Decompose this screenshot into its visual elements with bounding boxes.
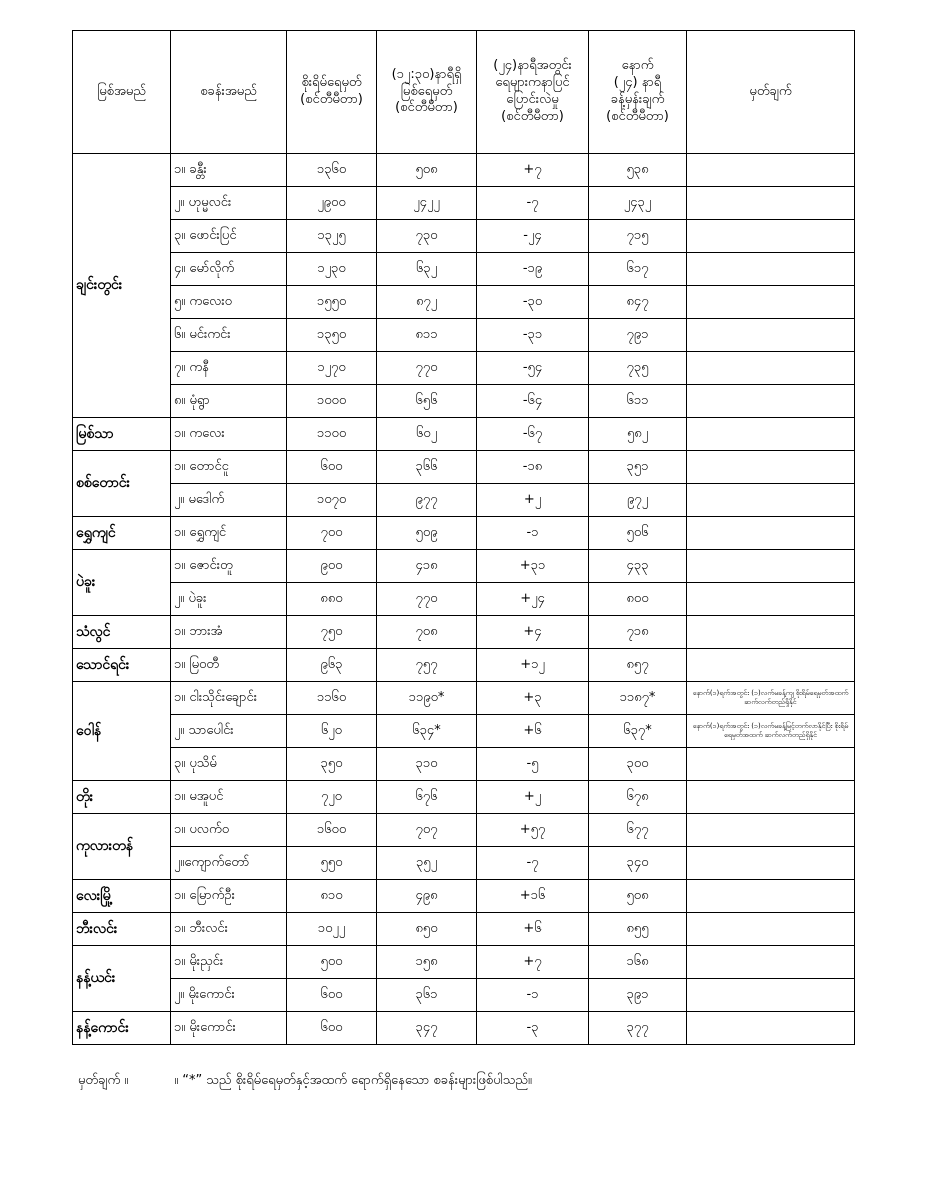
level-change: -၃၁ bbox=[477, 319, 589, 352]
forecast-level: ၄၃၃ bbox=[589, 550, 687, 583]
current-level: ၈၅၀ bbox=[377, 913, 477, 946]
station-name: ၁။ မိုးညှင်း bbox=[171, 946, 287, 979]
current-level: ၃၆၆ bbox=[377, 451, 477, 484]
remark bbox=[687, 913, 855, 946]
river-name: နန့်ယင်း bbox=[73, 946, 171, 1012]
remark bbox=[687, 550, 855, 583]
station-name: ၈။ မုံရွာ bbox=[171, 385, 287, 418]
table-row bbox=[73, 880, 855, 913]
current-level: ၃၅၂ bbox=[377, 847, 477, 880]
level-change: -၅ bbox=[477, 748, 589, 781]
danger-level: ၁၁၆၀ bbox=[287, 682, 377, 715]
level-change: -၆၄ bbox=[477, 385, 589, 418]
remark bbox=[687, 484, 855, 517]
forecast-level: ၅၀၈ bbox=[589, 880, 687, 913]
river-name: ချင်းတွင်း bbox=[73, 154, 171, 418]
danger-level: ၉၀၀ bbox=[287, 550, 377, 583]
forecast-level: ၇၉၁ bbox=[589, 319, 687, 352]
header-24h-change bbox=[477, 31, 589, 154]
level-change: +၇ bbox=[477, 154, 589, 187]
level-change: -၁၈ bbox=[477, 451, 589, 484]
remark bbox=[687, 187, 855, 220]
danger-level: ၁၀၇၀ bbox=[287, 484, 377, 517]
level-change: -၂၄ bbox=[477, 220, 589, 253]
table-row bbox=[73, 418, 855, 451]
forecast-level: ၃၀၀ bbox=[589, 748, 687, 781]
station-name: ၂။ ပဲခူး bbox=[171, 583, 287, 616]
remark bbox=[687, 286, 855, 319]
forecast-level: ၆၇၇ bbox=[589, 814, 687, 847]
table-row bbox=[73, 979, 855, 1012]
forecast-level: ၇၁၈ bbox=[589, 616, 687, 649]
header-current-level bbox=[377, 31, 477, 154]
forecast-level: ၈၅၇ bbox=[589, 649, 687, 682]
current-level: ၆၇၆ bbox=[377, 781, 477, 814]
level-change: -၇ bbox=[477, 187, 589, 220]
river-name: ဝေါန် bbox=[73, 682, 171, 781]
danger-level: ၁၅၅၀ bbox=[287, 286, 377, 319]
station-name: ၁။ မိုးကောင်း bbox=[171, 1012, 287, 1045]
forecast-level: ၂၄၃၂ bbox=[589, 187, 687, 220]
header-station-name bbox=[171, 31, 287, 154]
danger-level: ၃၅၀ bbox=[287, 748, 377, 781]
danger-level: ၁၃၅၀ bbox=[287, 319, 377, 352]
forecast-level: ၈၅၅ bbox=[589, 913, 687, 946]
forecast-level: ၈၄၇ bbox=[589, 286, 687, 319]
table-row bbox=[73, 814, 855, 847]
current-level: ၇၀၇ bbox=[377, 814, 477, 847]
current-level: ၉၇၇ bbox=[377, 484, 477, 517]
current-level: ၇၇၀ bbox=[377, 352, 477, 385]
table-row bbox=[73, 550, 855, 583]
danger-level: ၁၂၇၀ bbox=[287, 352, 377, 385]
remark bbox=[687, 880, 855, 913]
station-name: ၁။ ဘားအံ bbox=[171, 616, 287, 649]
remark bbox=[687, 814, 855, 847]
header-line: (၂၄)နာရီအတွင်း bbox=[493, 58, 572, 74]
station-name: ၂။ကျောက်တော် bbox=[171, 847, 287, 880]
table-row bbox=[73, 715, 855, 748]
current-level: ၆၅၆ bbox=[377, 385, 477, 418]
remark: နောက်(၁)ရက်အတွင်း (၁)လက်မခန့်ကျ စိုးရိမ်ရေမှတ်အထက် ဆက်လက်တည်ရှိနိုင် bbox=[687, 682, 855, 715]
header-line: (၂၄) နာရီ bbox=[613, 75, 662, 91]
level-change: +၂၄ bbox=[477, 583, 589, 616]
forecast-level: ၆၁၁ bbox=[589, 385, 687, 418]
header-line: ခန့်မှန်းချက် bbox=[610, 92, 665, 107]
header-line: မြစ်အမည် bbox=[97, 83, 146, 99]
table-row bbox=[73, 220, 855, 253]
current-level: ၁၁၉၀* bbox=[377, 682, 477, 715]
station-name: ၁။ ဘီးလင်း bbox=[171, 913, 287, 946]
current-level: ၅၀၉ bbox=[377, 517, 477, 550]
header-line: ပြောင်းလဲမှု bbox=[506, 92, 559, 107]
danger-level: ၁၀၀၀ bbox=[287, 385, 377, 418]
forecast-level: ၇၁၅ bbox=[589, 220, 687, 253]
danger-level: ၆၀၀ bbox=[287, 979, 377, 1012]
level-change: -၅၄ bbox=[477, 352, 589, 385]
table-row bbox=[73, 484, 855, 517]
station-name: ၅။ ကလေးဝ bbox=[171, 286, 287, 319]
current-level: ၇၃၀ bbox=[377, 220, 477, 253]
forecast-level: ၆၇၈ bbox=[589, 781, 687, 814]
current-level: ၃၁၀ bbox=[377, 748, 477, 781]
table-row bbox=[73, 187, 855, 220]
forecast-level: ၃၉၁ bbox=[589, 979, 687, 1012]
table-row bbox=[73, 913, 855, 946]
river-name: ပဲခူး bbox=[73, 550, 171, 616]
current-level: ၇၇၀ bbox=[377, 583, 477, 616]
danger-level: ၅၅၀ bbox=[287, 847, 377, 880]
footnote-text: ။ “*” သည် စိုးရိမ်ရေမှတ်နှင့်အထက် ရောက်ရှိနေသော စခန်းများဖြစ်ပါသည်။ bbox=[174, 1073, 532, 1088]
table-row bbox=[73, 649, 855, 682]
station-name: ၂။ မိုးကောင်း bbox=[171, 979, 287, 1012]
river-name: ရွှေကျင် bbox=[73, 517, 171, 550]
footnote bbox=[78, 1072, 532, 1091]
remark bbox=[687, 946, 855, 979]
remark bbox=[687, 220, 855, 253]
station-name: ၁။ တောင်ငူ bbox=[171, 451, 287, 484]
danger-level: ၁၀၂၂ bbox=[287, 913, 377, 946]
header-danger-level bbox=[287, 31, 377, 154]
river-name: ဘီးလင်း bbox=[73, 913, 171, 946]
level-change: +၁၂ bbox=[477, 649, 589, 682]
danger-level: ၈၁၀ bbox=[287, 880, 377, 913]
remark bbox=[687, 385, 855, 418]
station-name: ၃။ ပုသိမ် bbox=[171, 748, 287, 781]
table-row bbox=[73, 451, 855, 484]
level-change: -၁ bbox=[477, 979, 589, 1012]
remark bbox=[687, 583, 855, 616]
table-row bbox=[73, 616, 855, 649]
table-row bbox=[73, 1012, 855, 1045]
header-row bbox=[73, 31, 855, 154]
level-change: +၇ bbox=[477, 946, 589, 979]
danger-level: ၆၀၀ bbox=[287, 1012, 377, 1045]
header-line: မြစ်ရေမှတ် bbox=[400, 83, 453, 99]
level-change: +၄ bbox=[477, 616, 589, 649]
forecast-level: ၁၆၈ bbox=[589, 946, 687, 979]
document-page bbox=[72, 30, 854, 1045]
danger-level: ၉၆၃ bbox=[287, 649, 377, 682]
header-line: စိုးရိမ်ရေမှတ် bbox=[301, 75, 362, 91]
station-name: ၂။ သာပေါင်း bbox=[171, 715, 287, 748]
remark bbox=[687, 154, 855, 187]
current-level: ၈၁၁ bbox=[377, 319, 477, 352]
river-level-table bbox=[72, 30, 855, 1045]
forecast-level: ၉၇၂ bbox=[589, 484, 687, 517]
header-forecast bbox=[589, 31, 687, 154]
table-row bbox=[73, 154, 855, 187]
remark bbox=[687, 352, 855, 385]
level-change: -၁၉ bbox=[477, 253, 589, 286]
river-name: မြစ်သာ bbox=[73, 418, 171, 451]
footnote-label: မှတ်ချက် ။ bbox=[78, 1073, 129, 1088]
station-name: ၆။ မင်းကင်း bbox=[171, 319, 287, 352]
table-row bbox=[73, 319, 855, 352]
station-name: ၇။ ကနီ bbox=[171, 352, 287, 385]
level-change: +၃ bbox=[477, 682, 589, 715]
station-name: ၁။ မြဝတီ bbox=[171, 649, 287, 682]
remark bbox=[687, 979, 855, 1012]
current-level: ၇၅၇ bbox=[377, 649, 477, 682]
header-line: (စင်တီမီတာ) bbox=[606, 108, 669, 124]
remark bbox=[687, 748, 855, 781]
forecast-level: ၆၁၇ bbox=[589, 253, 687, 286]
danger-level: ၇၅၀ bbox=[287, 616, 377, 649]
danger-level: ၆၂၀ bbox=[287, 715, 377, 748]
remark bbox=[687, 319, 855, 352]
header-line: မှတ်ချက် bbox=[749, 83, 792, 99]
forecast-level: ၁၁၈၇* bbox=[589, 682, 687, 715]
header-line: နောက် bbox=[621, 58, 654, 74]
current-level: ၆၀၂ bbox=[377, 418, 477, 451]
river-name: လေးမြို့ bbox=[73, 880, 171, 913]
level-change: -၁ bbox=[477, 517, 589, 550]
river-name: ကုလားတန် bbox=[73, 814, 171, 880]
forecast-level: ၃၇၇ bbox=[589, 1012, 687, 1045]
danger-level: ၆၀၀ bbox=[287, 451, 377, 484]
table-row bbox=[73, 286, 855, 319]
table-row bbox=[73, 583, 855, 616]
forecast-level: ၃၅၁ bbox=[589, 451, 687, 484]
level-change: +၅၇ bbox=[477, 814, 589, 847]
current-level: ၈၇၂ bbox=[377, 286, 477, 319]
table-row bbox=[73, 253, 855, 286]
station-name: ၂။ မဒေါက် bbox=[171, 484, 287, 517]
remark bbox=[687, 418, 855, 451]
header-line: (စင်တီမီတာ) bbox=[501, 108, 564, 124]
forecast-level: ၅၃၈ bbox=[589, 154, 687, 187]
danger-level: ၁၆၀၀ bbox=[287, 814, 377, 847]
forecast-level: ၇၃၅ bbox=[589, 352, 687, 385]
table-row bbox=[73, 517, 855, 550]
remark bbox=[687, 781, 855, 814]
table-row bbox=[73, 352, 855, 385]
level-change: +၂ bbox=[477, 484, 589, 517]
remark bbox=[687, 1012, 855, 1045]
level-change: +၁၆ bbox=[477, 880, 589, 913]
danger-level: ၁၂၃၀ bbox=[287, 253, 377, 286]
current-level: ၆၃၄* bbox=[377, 715, 477, 748]
level-change: +၂ bbox=[477, 781, 589, 814]
forecast-level: ၈၀၀ bbox=[589, 583, 687, 616]
current-level: ၄၉၈ bbox=[377, 880, 477, 913]
station-name: ၁။ ကလေး bbox=[171, 418, 287, 451]
river-name: သံလွင် bbox=[73, 616, 171, 649]
level-change: -၇ bbox=[477, 847, 589, 880]
current-level: ၆၃၂ bbox=[377, 253, 477, 286]
table-row bbox=[73, 385, 855, 418]
station-name: ၂။ ဟုမ္မလင်း bbox=[171, 187, 287, 220]
header-line: (၁၂:၃၀)နာရီရှိ bbox=[391, 66, 462, 82]
river-name: တိုး bbox=[73, 781, 171, 814]
remark bbox=[687, 517, 855, 550]
level-change: -၃ bbox=[477, 1012, 589, 1045]
current-level: ၂၄၂၂ bbox=[377, 187, 477, 220]
current-level: ၇၀၈ bbox=[377, 616, 477, 649]
danger-level: ၅၀၀ bbox=[287, 946, 377, 979]
header-river-name bbox=[73, 31, 171, 154]
river-name: နန့်ကောင်း bbox=[73, 1012, 171, 1045]
remark bbox=[687, 616, 855, 649]
remark bbox=[687, 253, 855, 286]
danger-level: ၁၃၂၅ bbox=[287, 220, 377, 253]
remark: နောက်(၁)ရက်အတွင်း (၁)လက်မခန့်မြင့်တက်လာနိုင်ပြီး စိုးရိမ်ရေမှတ်အထက် ဆက်လက်တည်ရှိနိုင် bbox=[687, 715, 855, 748]
forecast-level: ၆၃၇* bbox=[589, 715, 687, 748]
header-line: စခန်းအမည် bbox=[200, 83, 257, 99]
station-name: ၄။ မော်လိုက် bbox=[171, 253, 287, 286]
level-change: -၆၇ bbox=[477, 418, 589, 451]
station-name: ၁။ ဇောင်းတူ bbox=[171, 550, 287, 583]
header-line: (စင်တီမီတာ) bbox=[395, 100, 458, 116]
remark bbox=[687, 847, 855, 880]
danger-level: ၁၁၀၀ bbox=[287, 418, 377, 451]
current-level: ၄၁၈ bbox=[377, 550, 477, 583]
level-change: +၃၁ bbox=[477, 550, 589, 583]
station-name: ၁။ ငါးသိုင်းချောင်း bbox=[171, 682, 287, 715]
current-level: ၅၀၈ bbox=[377, 154, 477, 187]
level-change: +၆ bbox=[477, 715, 589, 748]
current-level: ၃၄၇ bbox=[377, 1012, 477, 1045]
header-line: (စင်တီမီတာ) bbox=[300, 92, 363, 107]
river-name: စစ်တောင်း bbox=[73, 451, 171, 517]
station-name: ၁။ ရွှေကျင် bbox=[171, 517, 287, 550]
current-level: ၁၅၈ bbox=[377, 946, 477, 979]
station-name: ၁။ ခန္တီး bbox=[171, 154, 287, 187]
danger-level: ၂၉၀၀ bbox=[287, 187, 377, 220]
station-name: ၁။ မြောက်ဦး bbox=[171, 880, 287, 913]
level-change: -၃၀ bbox=[477, 286, 589, 319]
table-row bbox=[73, 748, 855, 781]
header-remarks bbox=[687, 31, 855, 154]
danger-level: ၇၂၀ bbox=[287, 781, 377, 814]
station-name: ၃။ ဖောင်းပြင် bbox=[171, 220, 287, 253]
level-change: +၆ bbox=[477, 913, 589, 946]
danger-level: ၈၈၀ bbox=[287, 583, 377, 616]
forecast-level: ၃၄၀ bbox=[589, 847, 687, 880]
table-row bbox=[73, 682, 855, 715]
header-line: ရေများကနာပြင် bbox=[495, 75, 570, 91]
forecast-level: ၅၈၂ bbox=[589, 418, 687, 451]
remark bbox=[687, 649, 855, 682]
table-row bbox=[73, 946, 855, 979]
table-row bbox=[73, 847, 855, 880]
current-level: ၃၆၁ bbox=[377, 979, 477, 1012]
remark bbox=[687, 451, 855, 484]
danger-level: ၇၀၀ bbox=[287, 517, 377, 550]
forecast-level: ၅၀၆ bbox=[589, 517, 687, 550]
river-name: သောင်ရင်း bbox=[73, 649, 171, 682]
station-name: ၁။ မအူပင် bbox=[171, 781, 287, 814]
station-name: ၁။ ပလက်ဝ bbox=[171, 814, 287, 847]
table-row bbox=[73, 781, 855, 814]
danger-level: ၁၃၆၀ bbox=[287, 154, 377, 187]
